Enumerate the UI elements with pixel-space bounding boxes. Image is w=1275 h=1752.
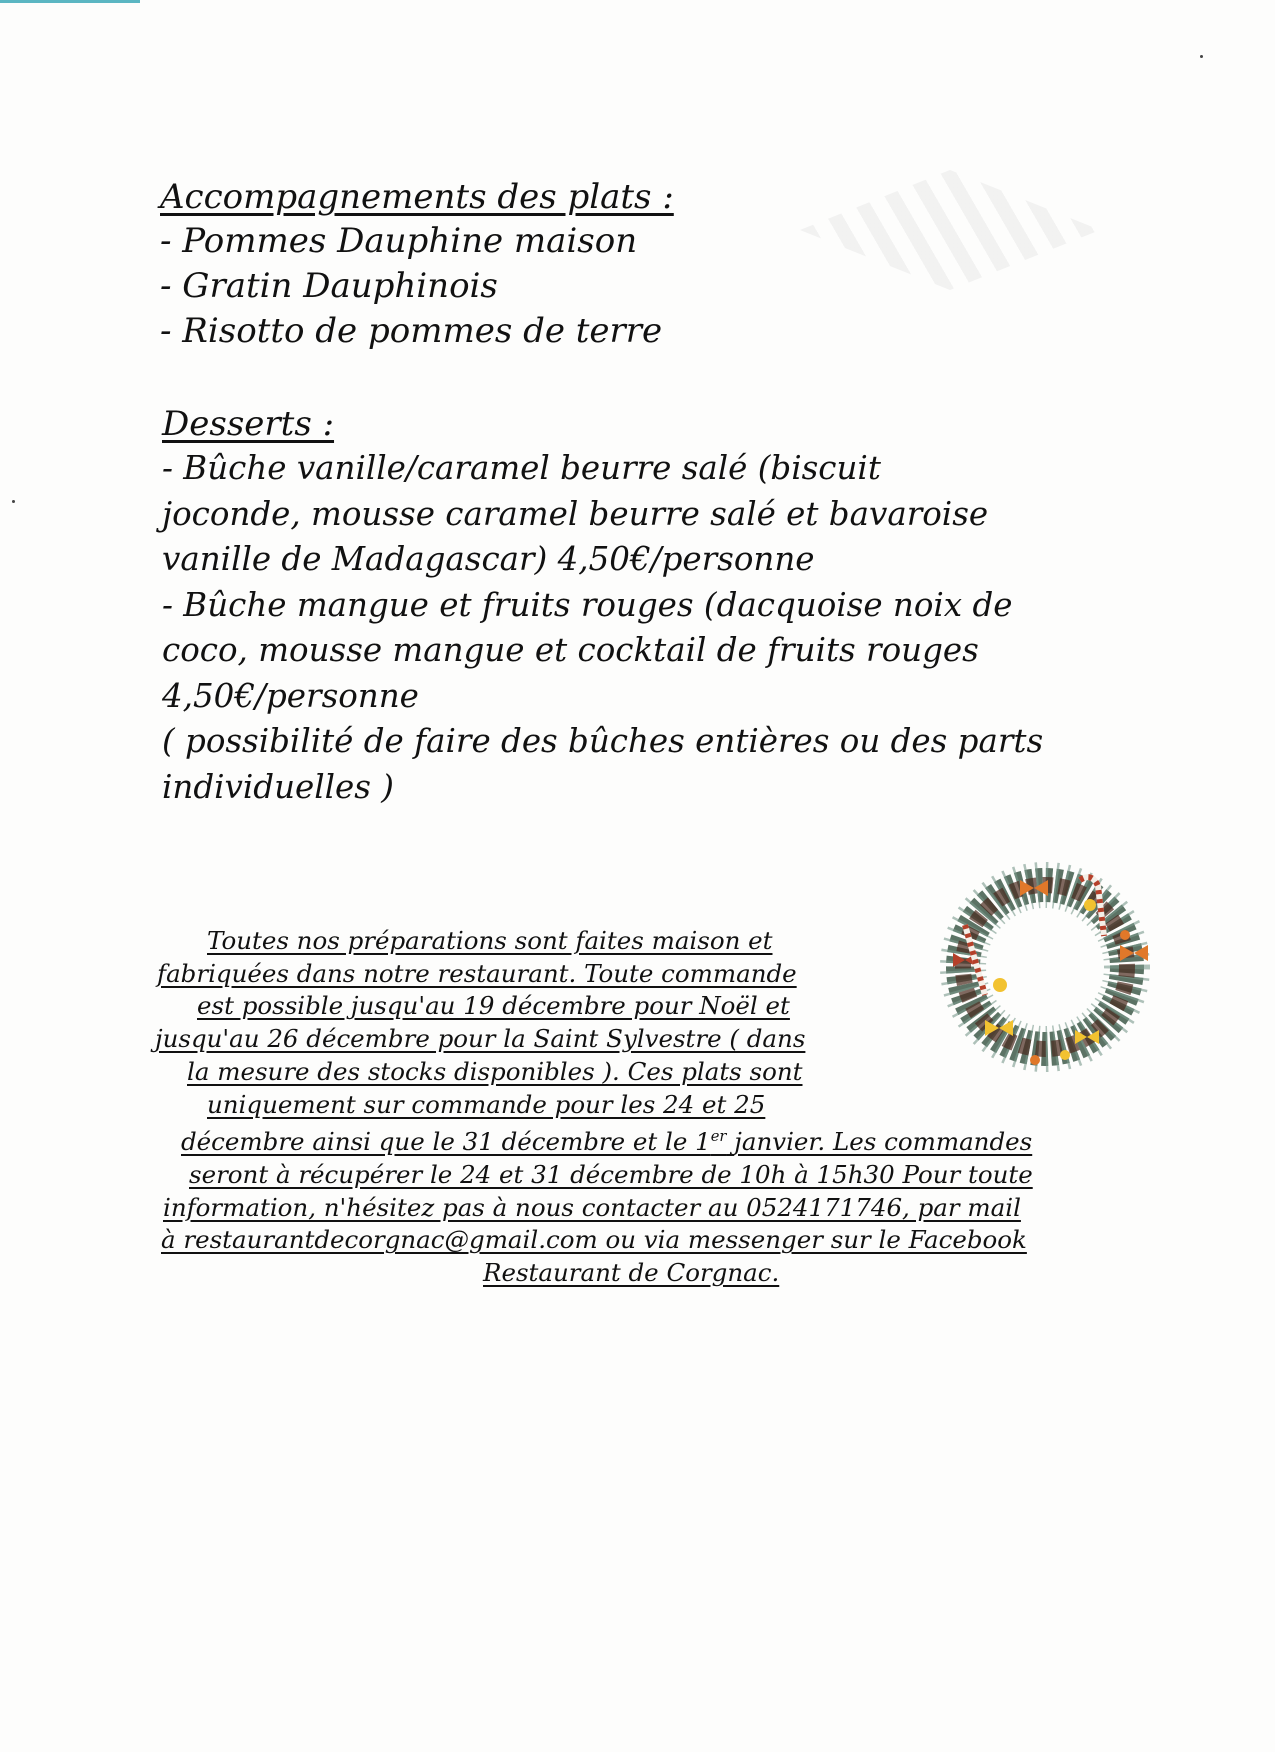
dessert-line: coco, mousse mangue et cocktail de fruits rouges bbox=[162, 631, 979, 669]
bleed-through-logo bbox=[800, 170, 1100, 290]
dessert-line: ( possibilité de faire des bûches entières ou des parts bbox=[162, 722, 1044, 760]
desserts-section bbox=[162, 402, 1043, 810]
notice-line: fabriquées dans notre restaurant. Toute commande bbox=[157, 958, 797, 988]
ordinal-superscript: er bbox=[710, 1128, 727, 1146]
dessert-line: joconde, mousse caramel beurre salé et bavaroise bbox=[162, 494, 989, 533]
scan-speck bbox=[12, 500, 15, 503]
dessert-line: individuelles ) bbox=[162, 767, 394, 806]
notice-line: Toutes nos préparations sont faites maison et bbox=[207, 926, 773, 955]
notice-line: information, n'hésitez pas à nous contacter au 0524171746, par mail bbox=[163, 1192, 1021, 1222]
accompaniments-heading: Accompagnements des plats : bbox=[160, 177, 674, 217]
notice-line: jusqu'au 26 décembre pour la Saint Sylvestre ( dans bbox=[155, 1024, 806, 1054]
notice-text: janvier. Les commandes bbox=[734, 1127, 1033, 1157]
dessert-line: vanille de Madagascar) 4,50€/personne bbox=[162, 540, 815, 578]
restaurant-name: Restaurant de Corgnac. bbox=[483, 1258, 780, 1288]
notice-line: à restaurantdecorgnac@gmail.com ou via messenger sur le Facebook bbox=[161, 1225, 1027, 1255]
scan-edge bbox=[0, 0, 140, 3]
dessert-line: - Bûche mangue et fruits rouges (dacquoise noix de bbox=[162, 585, 1013, 624]
christmas-wreath-image bbox=[925, 855, 1165, 1080]
accompaniment-item: - Pommes Dauphine maison bbox=[160, 221, 638, 261]
notice-line bbox=[155, 1121, 1145, 1159]
dessert-line: 4,50€/personne bbox=[162, 676, 419, 715]
accompaniments-section bbox=[160, 175, 674, 354]
notice-line: la mesure des stocks disponibles ). Ces plats sont bbox=[187, 1056, 803, 1086]
notice-line: est possible jusqu'au 19 décembre pour Noël et bbox=[197, 991, 790, 1021]
scan-speck bbox=[1200, 55, 1203, 58]
dessert-line: - Bûche vanille/caramel beurre salé (biscuit bbox=[162, 449, 881, 487]
accompaniment-item: - Gratin Dauphinois bbox=[160, 266, 498, 306]
notice-line: uniquement sur commande pour les 24 et 25 bbox=[207, 1089, 766, 1119]
accompaniment-item: - Risotto de pommes de terre bbox=[160, 311, 663, 351]
notice-line: seront à récupérer le 24 et 31 décembre de 10h à 15h30 Pour toute bbox=[189, 1160, 1033, 1190]
notice-text: décembre ainsi que le 31 décembre et le 1 bbox=[181, 1127, 711, 1157]
desserts-heading: Desserts : bbox=[162, 404, 335, 444]
